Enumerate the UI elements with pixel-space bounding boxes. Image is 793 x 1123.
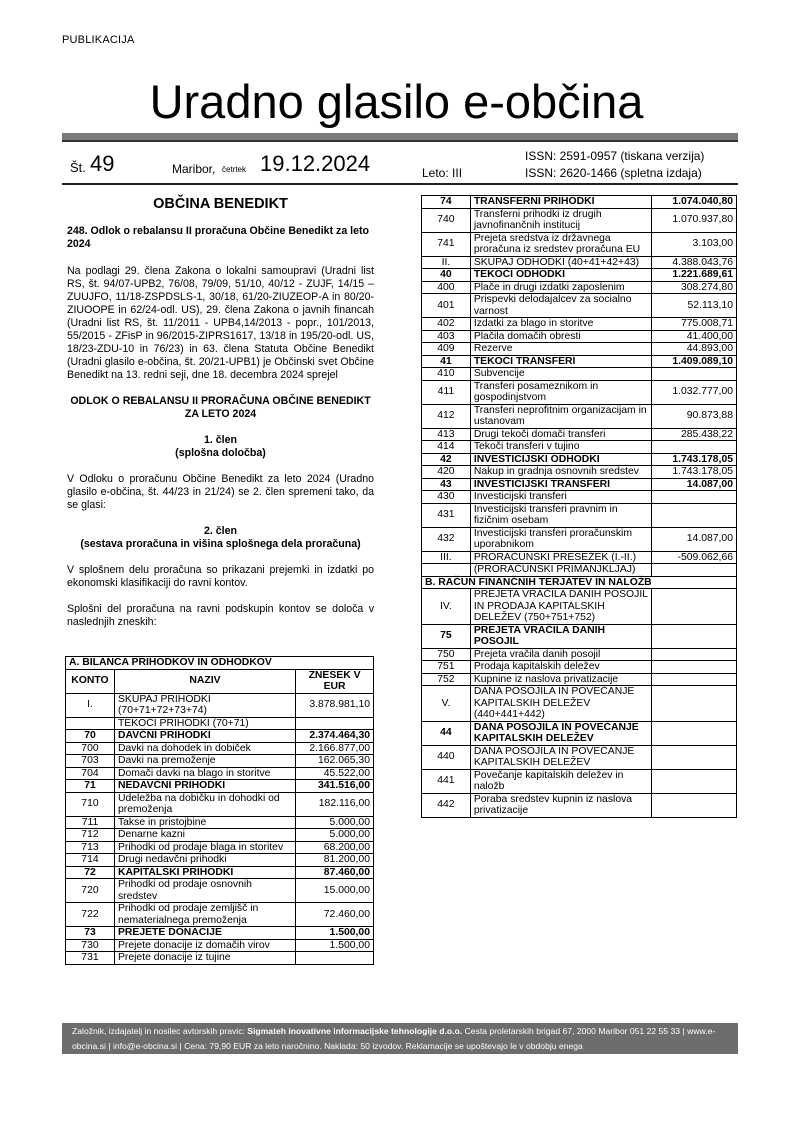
znesek-cell: [652, 624, 737, 648]
znesek-cell: 72.460,00: [296, 903, 374, 927]
konto-cell: 44: [422, 721, 471, 745]
table-row: [422, 355, 737, 368]
act-preamble: Na podlagi 29. člena Zakona o lokalni samoupravi (Uradni list RS, št. 94/07-UPB2, 76/08, 79/09, 51/10, 40/12 - ZUJF, 14/15 – ZUUJFO, 11/18-ZSPDSLS-1, 30/18, 61/20-ZIUZEOP-A in 80/20-ZIUOOPE in 62/24-odl. US), 29. člena Zakona o javnih financah (Uradni list RS, št. 11/2011 - UPB4,14/2013 - popr., 101/2013, 55/2015 - ZFisP in 96/2015-ZIPRS1617, 13/18 in 195/20-odl. US, 18/23-ZDU-10 in 76/23) in 63. člena Statuta Občine Benedikt (Uradni glasilo e-občina, št. 20/21-UPB1) je Občinski svet Občine Benedikt na 13. redni seji, dne 18. decembra 2024 sprejel: [67, 265, 374, 381]
konto-cell: 73: [66, 927, 115, 940]
table-row: [422, 232, 737, 256]
konto-cell: 712: [66, 829, 115, 842]
col-naziv: NAZIV: [114, 669, 295, 693]
konto-cell: 42: [422, 453, 471, 466]
znesek-cell: 308.274,80: [652, 281, 737, 294]
naziv-cell: Investicijski transferi pravnim in fizičnim osebam: [470, 503, 651, 527]
naziv-cell: Prejete donacije iz domačih virov: [114, 939, 295, 952]
konto-cell: 414: [422, 441, 471, 454]
naziv-cell: PREJETA VRAČILA DANIH POSOJIL IN PRODAJA KAPITALSKIH DELEŽEV (750+751+752): [470, 589, 651, 625]
table-row: [422, 527, 737, 551]
naziv-cell: Domači davki na blago in storitve: [114, 767, 295, 780]
konto-cell: I.: [66, 693, 115, 717]
naziv-cell: Rezerve: [470, 343, 651, 356]
table-row: [66, 717, 374, 730]
naziv-cell: Prispevki delodajalcev za socialno varnost: [470, 294, 651, 318]
table-row: [422, 686, 737, 722]
table-row: [422, 343, 737, 356]
naziv-cell: Subvencije: [470, 368, 651, 381]
table-row: [66, 780, 374, 793]
table-row: [66, 841, 374, 854]
konto-cell: [422, 564, 471, 577]
znesek-cell: 52.113,10: [652, 294, 737, 318]
footer-prefix: Založnik, izdajatelj in nosilec avtorskih pravic:: [72, 1026, 245, 1036]
konto-cell: 40: [422, 269, 471, 282]
znesek-cell: [652, 721, 737, 745]
znesek-cell: 44.893,00: [652, 343, 737, 356]
table-row: [422, 196, 737, 209]
znesek-cell: 1.409.089,10: [652, 355, 737, 368]
konto-cell: 431: [422, 503, 471, 527]
naziv-cell: Prihodki od prodaje zemljišč in nematerialnega premoženja: [114, 903, 295, 927]
naziv-cell: Davki na premoženje: [114, 755, 295, 768]
konto-cell: 401: [422, 294, 471, 318]
naziv-cell: Tekoči transferi v tujino: [470, 441, 651, 454]
table-row: [422, 745, 737, 769]
article-1-title: 1. člen: [204, 434, 237, 446]
konto-cell: 741: [422, 232, 471, 256]
naziv-cell: Davki na dohodek in dobiček: [114, 742, 295, 755]
publisher-footer: Založnik, izdajatelj in nosilec avtorskih pravic: Sigmateh inovativne informacijske tehnologije d.o.o. Cesta proletarskih brigad 67, 2000 Maribor 051 22 55 33 | www.e-obcina.si | info@e-obcina.si | Cena: 79,90 EUR za leto naročnino. Naklada: 50 izvodov. Reklamacije se upoštevajo le v obdobju enega: [62, 1023, 738, 1054]
table-row: [66, 730, 374, 743]
znesek-cell: [652, 673, 737, 686]
znesek-cell: 182.116,00: [296, 792, 374, 816]
naziv-cell: PREJETE DONACIJE: [114, 927, 295, 940]
naziv-cell: Prihodki od prodaje blaga in storitev: [114, 841, 295, 854]
naziv-cell: DANA POSOJILA IN POVEČANJE KAPITALSKIH DELEŽEV: [470, 745, 651, 769]
naziv-cell: Transferi neprofitnim organizacijam in ustanovam: [470, 404, 651, 428]
naziv-cell: Prejeta sredstva iz državnega proračuna iz sredstev proračuna EU: [470, 232, 651, 256]
table-row: [422, 466, 737, 479]
znesek-cell: 2.166.877,00: [296, 742, 374, 755]
znesek-cell: [652, 368, 737, 381]
konto-cell: 710: [66, 792, 115, 816]
konto-cell: 720: [66, 879, 115, 903]
znesek-cell: [652, 661, 737, 674]
naziv-cell: INVESTICIJSKI TRANSFERI: [470, 478, 651, 491]
naziv-cell: TEKOČI PRIHODKI (70+71): [114, 717, 295, 730]
znesek-cell: 14.087,00: [652, 478, 737, 491]
table-row: [422, 256, 737, 269]
naziv-cell: Transferni prihodki iz drugih javnofinančnih institucij: [470, 208, 651, 232]
konto-cell: 411: [422, 380, 471, 404]
znesek-cell: 87.460,00: [296, 866, 374, 879]
znesek-cell: 1.032.777,00: [652, 380, 737, 404]
konto-cell: 71: [66, 780, 115, 793]
article-2-text-1: V splošnem delu proračuna so prikazani prejemki in izdatki po ekonomski klasifikaciji do ravni kontov.: [67, 564, 374, 589]
konto-cell: 703: [66, 755, 115, 768]
naziv-cell: PRORAČUNSKI PRESEŽEK (I.-II.): [470, 551, 651, 564]
naziv-cell: Transferi posameznikom in gospodinjstvom: [470, 380, 651, 404]
znesek-cell: [652, 745, 737, 769]
konto-cell: 430: [422, 491, 471, 504]
znesek-cell: 162.065,30: [296, 755, 374, 768]
left-column: [67, 192, 374, 642]
konto-cell: 75: [422, 624, 471, 648]
issue-date: 19.12.2024: [260, 151, 371, 176]
table-row: [66, 879, 374, 903]
konto-cell: 413: [422, 428, 471, 441]
naziv-cell: KAPITALSKI PRIHODKI: [114, 866, 295, 879]
naziv-cell: Poraba sredstev kupnin iz naslova privatizacije: [470, 793, 651, 817]
konto-cell: 402: [422, 318, 471, 331]
znesek-cell: [652, 441, 737, 454]
article-2-text-2: Splošni del proračuna na ravni podskupin kontov se določa v naslednjih zneskih:: [67, 603, 374, 628]
table-row: [422, 589, 737, 625]
konto-cell: 740: [422, 208, 471, 232]
konto-cell: 730: [66, 939, 115, 952]
znesek-cell: [652, 564, 737, 577]
article-1-subtitle: (splošna določba): [175, 447, 266, 459]
table-row: [422, 330, 737, 343]
naziv-cell: Prejete donacije iz tujine: [114, 952, 295, 965]
znesek-cell: 775.008,71: [652, 318, 737, 331]
article-1-text: V Odloku o proračunu Občine Benedikt za leto 2024 (Uradno glasilo e-občina, št. 44/23 in 21/24) se 2. člen spremeni tako, da se glasi:: [67, 473, 374, 511]
budget-table-left: [65, 656, 374, 965]
table-row: [66, 792, 374, 816]
table-row: [422, 281, 737, 294]
konto-cell: 722: [66, 903, 115, 927]
znesek-cell: 1.743.178,05: [652, 466, 737, 479]
table-row: [422, 624, 737, 648]
znesek-cell: 1.500,00: [296, 927, 374, 940]
footer-company: Sigmateh inovativne informacijske tehnologije d.o.o.: [247, 1026, 463, 1036]
table-row: [66, 742, 374, 755]
konto-cell: 731: [66, 952, 115, 965]
section-b-heading: B. RAČUN FINANČNIH TERJATEV IN NALOŽB: [422, 576, 737, 589]
konto-cell: [66, 717, 115, 730]
konto-cell: III.: [422, 551, 471, 564]
konto-cell: 751: [422, 661, 471, 674]
footer-web-link[interactable]: www.e-obcina.si: [72, 1026, 716, 1051]
znesek-cell: -509.062,66: [652, 551, 737, 564]
naziv-cell: Udeležba na dobičku in dohodki od premoženja: [114, 792, 295, 816]
naziv-cell: SKUPAJ PRIHODKI (70+71+72+73+74): [114, 693, 295, 717]
znesek-cell: 285.438,22: [652, 428, 737, 441]
table-row: [66, 927, 374, 940]
konto-cell: IV.: [422, 589, 471, 625]
decree-title: ODLOK O REBALANSU II PRORAČUNA OBČINE BENEDIKT ZA LETO 2024: [70, 395, 371, 420]
konto-cell: II.: [422, 256, 471, 269]
issn-web: ISSN: 2620-1466 (spletna izdaja): [525, 166, 702, 180]
naziv-cell: SKUPAJ ODHODKI (40+41+42+43): [470, 256, 651, 269]
konto-cell: 74: [422, 196, 471, 209]
konto-cell: V.: [422, 686, 471, 722]
konto-cell: 41: [422, 355, 471, 368]
konto-cell: 711: [66, 816, 115, 829]
issue-prefix: Št.: [70, 160, 86, 175]
konto-cell: 70: [66, 730, 115, 743]
znesek-cell: 3.103,00: [652, 232, 737, 256]
znesek-cell: 90.873,88: [652, 404, 737, 428]
table-row: [66, 767, 374, 780]
table-row: [422, 294, 737, 318]
konto-cell: 410: [422, 368, 471, 381]
table-row: [422, 661, 737, 674]
naziv-cell: DANA POSOJILA IN POVEČANJE KAPITALSKIH DELEŽEV (440+441+442): [470, 686, 651, 722]
table-row: [422, 368, 737, 381]
konto-cell: 713: [66, 841, 115, 854]
konto-cell: 432: [422, 527, 471, 551]
naziv-cell: Prejeta vračila danih posojil: [470, 648, 651, 661]
znesek-cell: [652, 503, 737, 527]
publication-label: PUBLIKACIJA: [62, 34, 135, 46]
naziv-cell: NEDAVČNI PRIHODKI: [114, 780, 295, 793]
znesek-cell: 45.522,00: [296, 767, 374, 780]
issue-year: Leto: III: [422, 166, 463, 180]
act-title: 248. Odlok o rebalansu II proračuna Občine Benedikt za leto 2024: [67, 225, 370, 250]
naziv-cell: Prihodki od prodaje osnovnih sredstev: [114, 879, 295, 903]
table-row: [422, 564, 737, 577]
znesek-cell: [652, 491, 737, 504]
znesek-cell: 15.000,00: [296, 879, 374, 903]
municipality-heading: OBČINA BENEDIKT: [153, 196, 288, 212]
naziv-cell: Drugi nedavčni prihodki: [114, 854, 295, 867]
naziv-cell: PREJETA VRAČILA DANIH POSOJIL: [470, 624, 651, 648]
issn-print: ISSN: 2591-0957 (tiskana verzija): [525, 149, 705, 163]
naziv-cell: Investicijski transferi proračunskim uporabnikom: [470, 527, 651, 551]
issue-weekday: četrtek: [222, 165, 247, 174]
znesek-cell: 81.200,00: [296, 854, 374, 867]
konto-cell: 714: [66, 854, 115, 867]
znesek-cell: 5.000,00: [296, 829, 374, 842]
masthead-rule: [62, 133, 738, 142]
table-row: [66, 755, 374, 768]
table-row: [422, 721, 737, 745]
znesek-cell: [296, 952, 374, 965]
footer-address: Cesta proletarskih brigad 67, 2000 Maribor 051 22 55 33: [464, 1026, 681, 1036]
article-2-title: 2. člen: [204, 525, 237, 537]
naziv-cell: TRANSFERNI PRIHODKI: [470, 196, 651, 209]
table-row: [422, 478, 737, 491]
znesek-cell: 1.070.937,80: [652, 208, 737, 232]
budget-table-right: [421, 195, 737, 818]
znesek-cell: 68.200,00: [296, 841, 374, 854]
table-row: [66, 903, 374, 927]
konto-cell: 400: [422, 281, 471, 294]
znesek-cell: 4.388.043,76: [652, 256, 737, 269]
naziv-cell: Plačila domačih obresti: [470, 330, 651, 343]
table-row: [66, 816, 374, 829]
konto-cell: 403: [422, 330, 471, 343]
naziv-cell: INVESTICIJSKI ODHODKI: [470, 453, 651, 466]
znesek-cell: 2.374.464,30: [296, 730, 374, 743]
konto-cell: 704: [66, 767, 115, 780]
naziv-cell: TEKOČI ODHODKI: [470, 269, 651, 282]
naziv-cell: Plače in drugi izdatki zaposlenim: [470, 281, 651, 294]
znesek-cell: 5.000,00: [296, 816, 374, 829]
znesek-cell: 14.087,00: [652, 527, 737, 551]
konto-cell: 72: [66, 866, 115, 879]
konto-cell: 752: [422, 673, 471, 686]
znesek-cell: 1.221.689,61: [652, 269, 737, 282]
konto-cell: 412: [422, 404, 471, 428]
znesek-cell: 1.500,00: [296, 939, 374, 952]
konto-cell: 43: [422, 478, 471, 491]
table-row: [422, 769, 737, 793]
table-row: [66, 693, 374, 717]
konto-cell: 442: [422, 793, 471, 817]
naziv-cell: Prodaja kapitalskih deležev: [470, 661, 651, 674]
table-row: [66, 854, 374, 867]
table-row: [66, 952, 374, 965]
naziv-cell: DANA POSOJILA IN POVEČANJE KAPITALSKIH DELEŽEV: [470, 721, 651, 745]
footer-email-link[interactable]: info@e-obcina.si: [112, 1041, 178, 1051]
konto-cell: 409: [422, 343, 471, 356]
znesek-cell: [652, 769, 737, 793]
konto-cell: 750: [422, 648, 471, 661]
table-row: [422, 491, 737, 504]
znesek-cell: 1.743.178,05: [652, 453, 737, 466]
table-row: [66, 939, 374, 952]
col-konto: KONTO: [66, 669, 115, 693]
table-row: [422, 269, 737, 282]
table-row: [422, 551, 737, 564]
table-row: [422, 673, 737, 686]
naziv-cell: Takse in pristojbine: [114, 816, 295, 829]
naziv-cell: Drugi tekoči domači transferi: [470, 428, 651, 441]
znesek-cell: [652, 793, 737, 817]
header-rule: [62, 183, 738, 185]
konto-cell: 420: [422, 466, 471, 479]
naziv-cell: DAVČNI PRIHODKI: [114, 730, 295, 743]
znesek-cell: 341.516,00: [296, 780, 374, 793]
table-row: [422, 208, 737, 232]
table-row: [422, 793, 737, 817]
naziv-cell: Povečanje kapitalskih deležev in naložb: [470, 769, 651, 793]
table-row: [422, 428, 737, 441]
znesek-cell: 3.878.981,10: [296, 693, 374, 717]
naziv-cell: Denarne kazni: [114, 829, 295, 842]
section-a-heading: A. BILANCA PRIHODKOV IN ODHODKOV: [66, 657, 374, 670]
table-row: [422, 453, 737, 466]
col-znesek: ZNESEK V EUR: [296, 669, 374, 693]
konto-cell: 441: [422, 769, 471, 793]
article-2-subtitle: (sestava proračuna in višina splošnega dela proračuna): [80, 538, 361, 550]
table-row: [66, 866, 374, 879]
footer-info: Cena: 79,90 EUR za leto naročnino. Naklada: 50 izvodov. Reklamacije se upoštevajo le v obdobju enega: [184, 1041, 583, 1051]
konto-cell: 700: [66, 742, 115, 755]
znesek-cell: [652, 648, 737, 661]
table-row: [66, 829, 374, 842]
issue-place: Maribor,: [172, 162, 216, 176]
table-row: [422, 380, 737, 404]
table-row: [422, 318, 737, 331]
issue-number: 49: [90, 151, 115, 176]
table-row: [422, 648, 737, 661]
masthead-title: Uradno glasilo e-občina: [149, 75, 644, 128]
table-row: [422, 503, 737, 527]
naziv-cell: Investicijski transferi: [470, 491, 651, 504]
znesek-cell: [296, 717, 374, 730]
table-row: [422, 441, 737, 454]
znesek-cell: 1.074.040,80: [652, 196, 737, 209]
znesek-cell: [652, 589, 737, 625]
table-row: [422, 404, 737, 428]
znesek-cell: [652, 686, 737, 722]
naziv-cell: Izdatki za blago in storitve: [470, 318, 651, 331]
naziv-cell: Kupnine iz naslova privatizacije: [470, 673, 651, 686]
konto-cell: 440: [422, 745, 471, 769]
znesek-cell: 41.400,00: [652, 330, 737, 343]
naziv-cell: (PRORAČUNSKI PRIMANJKLJAJ): [470, 564, 651, 577]
naziv-cell: TEKOČI TRANSFERI: [470, 355, 651, 368]
naziv-cell: Nakup in gradnja osnovnih sredstev: [470, 466, 651, 479]
